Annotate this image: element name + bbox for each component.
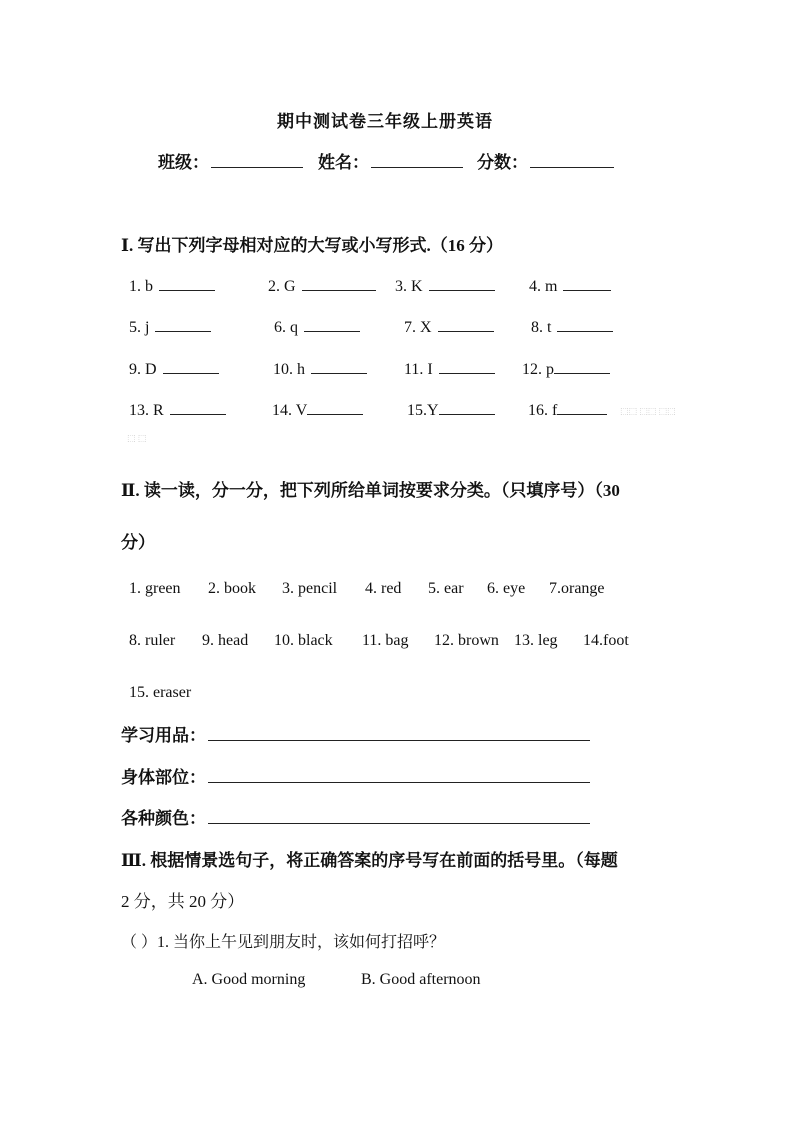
answer-blank[interactable]: [563, 276, 611, 291]
category-blank[interactable]: [208, 766, 590, 783]
class-blank[interactable]: [211, 151, 303, 168]
answer-blank[interactable]: [429, 276, 495, 291]
section1-heading: Ⅰ. 写出下列字母相对应的大写或小写形式.（16 分）: [121, 236, 503, 255]
name-field: [318, 148, 463, 173]
page-title: 期中测试卷三年级上册英语: [277, 112, 493, 131]
letter-item: 2. G: [268, 276, 376, 296]
question-1: [121, 929, 445, 952]
answer-blank[interactable]: [439, 400, 495, 415]
name-label: 姓名：: [318, 153, 369, 172]
faint-mark: ⬚⬚ ⬚⬚ ⬚⬚: [620, 406, 676, 416]
letter-item: 16. f: [528, 400, 607, 420]
category-stationery: 学习用品：: [121, 721, 590, 746]
faint-mark: ⬚ ⬚: [127, 433, 147, 443]
section3-heading-line2: 2 分，共 20 分）: [121, 892, 245, 911]
answer-blank[interactable]: [304, 317, 360, 332]
word-item: 14.foot: [583, 632, 629, 649]
letter-item: 7. X: [404, 317, 494, 337]
section2-heading-line1: Ⅱ. 读一读，分一分，把下列所给单词按要求分类。（只填序号）（30: [121, 481, 620, 500]
score-blank[interactable]: [530, 151, 614, 168]
answer-blank[interactable]: [311, 359, 367, 374]
score-field: [477, 148, 614, 173]
letter-item: 12. p: [522, 359, 610, 379]
question-text: 1. 当你上午见到朋友时，该如何打招呼？: [157, 934, 446, 951]
word-item: 8. ruler: [129, 632, 176, 649]
category-blank[interactable]: [208, 807, 590, 824]
answer-blank[interactable]: [554, 359, 610, 374]
answer-blank[interactable]: [557, 317, 613, 332]
word-item: 4. red: [365, 580, 402, 597]
class-field: [158, 148, 303, 173]
word-item: 7.orange: [549, 580, 605, 597]
word-item: 12. brown: [434, 632, 499, 649]
section2-heading-line2: 分）: [121, 533, 155, 552]
word-item: 9. head: [202, 632, 249, 649]
letter-item: 9. D: [129, 359, 219, 379]
letter-item: 5. j: [129, 317, 211, 337]
answer-blank[interactable]: [438, 317, 494, 332]
name-blank[interactable]: [371, 151, 463, 168]
word-item: 10. black: [274, 632, 333, 649]
word-item: 2. book: [208, 580, 256, 597]
letter-item: 11. I: [404, 359, 495, 379]
category-body-parts: 身体部位：: [121, 763, 590, 788]
option-a: A. Good morning: [192, 971, 306, 988]
answer-blank[interactable]: [557, 400, 607, 415]
score-label: 分数：: [477, 153, 528, 172]
letter-item: 4. m: [529, 276, 611, 296]
answer-blank[interactable]: [439, 359, 495, 374]
word-item: 5. ear: [428, 580, 464, 597]
answer-blank[interactable]: [307, 400, 363, 415]
letter-item: 14. V: [272, 400, 363, 420]
word-item: 1. green: [129, 580, 181, 597]
letter-item: 3. K: [395, 276, 495, 296]
class-label: 班级：: [158, 153, 209, 172]
category-blank[interactable]: [208, 724, 590, 741]
letter-item: 8. t: [531, 317, 613, 337]
letter-item: 15.Y: [407, 400, 495, 420]
answer-blank[interactable]: [170, 400, 226, 415]
answer-paren[interactable]: （ ）: [121, 934, 158, 951]
answer-blank[interactable]: [159, 276, 215, 291]
letter-item: 10. h: [273, 359, 367, 379]
category-colors: 各种颜色：: [121, 804, 590, 829]
word-item: 6. eye: [487, 580, 526, 597]
letter-item: 13. R: [129, 400, 226, 420]
answer-blank[interactable]: [163, 359, 219, 374]
section3-heading-line1: Ⅲ. 根据情景选句子，将正确答案的序号写在前面的括号里。（每题: [121, 851, 618, 870]
word-item: 11. bag: [362, 632, 409, 649]
letter-item: 1. b: [129, 276, 215, 296]
answer-blank[interactable]: [155, 317, 211, 332]
option-b: B. Good afternoon: [361, 971, 481, 988]
letter-item: 6. q: [274, 317, 360, 337]
word-item: 3. pencil: [282, 580, 338, 597]
answer-blank[interactable]: [302, 276, 376, 291]
word-item: 15. eraser: [129, 684, 192, 701]
word-item: 13. leg: [514, 632, 558, 649]
